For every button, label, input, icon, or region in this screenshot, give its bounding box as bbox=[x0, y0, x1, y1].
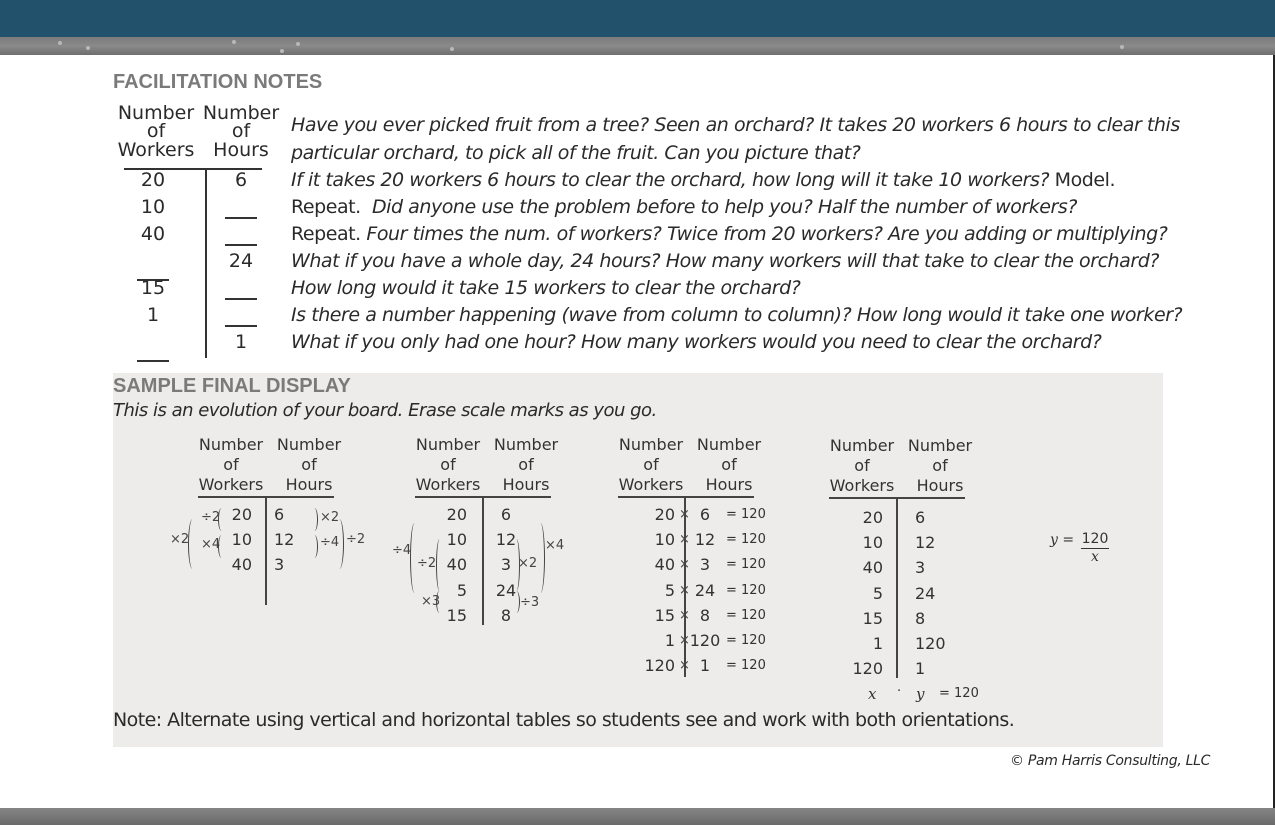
header-word: Number bbox=[198, 435, 264, 454]
product-result: = 120 bbox=[726, 633, 766, 648]
scale-annotation: ×4 bbox=[545, 538, 565, 553]
header-word: Workers bbox=[618, 475, 684, 494]
hours-cell: 6 bbox=[234, 169, 248, 191]
scale-annotation: ÷2 bbox=[346, 532, 366, 547]
hours-cell: 24 bbox=[694, 581, 716, 600]
workers-cell: 1 bbox=[146, 304, 160, 326]
hours-cell: 8 bbox=[699, 606, 711, 625]
workers-cell: 20 bbox=[862, 508, 883, 527]
header-word: of bbox=[223, 455, 239, 474]
footer-dot: · bbox=[897, 684, 902, 699]
hours-column-header bbox=[196, 102, 286, 162]
answer-blank bbox=[225, 325, 257, 327]
workers-cell: 5 bbox=[456, 581, 467, 600]
multiply-sign: × bbox=[679, 583, 690, 598]
header-word: of bbox=[643, 455, 659, 474]
hours-cell: 6 bbox=[274, 505, 285, 524]
header-word: Hours bbox=[705, 475, 753, 494]
workers-cell: 20 bbox=[446, 505, 467, 524]
formula-denominator: x bbox=[1091, 549, 1099, 565]
hours-column-header bbox=[491, 435, 561, 495]
script-line bbox=[291, 196, 1077, 218]
workers-cell: 15 bbox=[140, 277, 166, 299]
header-word: Number bbox=[202, 102, 280, 124]
script-line bbox=[291, 169, 1115, 191]
facilitation-heading: FACILITATION NOTES bbox=[113, 71, 323, 93]
hours-cell: 3 bbox=[500, 555, 512, 574]
footer-result: = 120 bbox=[939, 686, 979, 701]
answer-blank bbox=[137, 360, 169, 362]
header-network-strip bbox=[0, 37, 1275, 55]
workers-cell: 15 bbox=[862, 609, 883, 628]
scale-annotation: ×2 bbox=[170, 532, 190, 547]
header-word: Number bbox=[696, 435, 762, 454]
scale-annotation: ×4 bbox=[201, 537, 221, 552]
answer-blank bbox=[225, 217, 257, 219]
product-result: = 120 bbox=[726, 608, 766, 623]
footer-x: x bbox=[868, 685, 877, 703]
scale-annotation: ÷3 bbox=[520, 595, 540, 610]
script-question: What if you have a whole day, 24 hours? How many workers will that take to clear the orchard? bbox=[291, 250, 1159, 272]
header-word: Number bbox=[618, 435, 684, 454]
formula-lhs: y = bbox=[1050, 532, 1075, 548]
header-word: Number bbox=[907, 436, 973, 455]
table-header-rule bbox=[618, 496, 754, 498]
header-word: of bbox=[231, 120, 251, 142]
workers-cell: 10 bbox=[231, 530, 252, 549]
multiply-sign: × bbox=[679, 507, 690, 522]
header-word: of bbox=[518, 455, 534, 474]
bracket bbox=[513, 591, 520, 613]
script-question: Did anyone use the problem before to help you? Half the number of workers? bbox=[371, 196, 1077, 218]
header-band bbox=[0, 0, 1275, 37]
table-column-divider bbox=[205, 168, 207, 358]
script-question: What if you only had one hour? How many workers would you need to clear the orchard? bbox=[291, 331, 1102, 353]
hours-cell: 120 bbox=[915, 634, 946, 653]
workers-cell: 1 bbox=[664, 631, 675, 650]
bracket bbox=[311, 535, 318, 558]
header-word: Hours bbox=[502, 475, 550, 494]
scale-annotation: ÷4 bbox=[392, 543, 412, 558]
hours-cell: 12 bbox=[915, 533, 936, 552]
multiply-sign: × bbox=[679, 633, 690, 648]
script-prefix: Repeat. bbox=[291, 196, 372, 218]
multiply-sign: × bbox=[679, 532, 690, 547]
script-line bbox=[291, 277, 800, 299]
workers-cell: 10 bbox=[446, 530, 467, 549]
workers-column-header bbox=[827, 436, 897, 496]
script-line bbox=[291, 114, 1180, 136]
answer-blank bbox=[225, 244, 257, 246]
header-word: of bbox=[721, 455, 737, 474]
script-suffix: Model. bbox=[1049, 169, 1116, 191]
workers-cell: 20 bbox=[654, 505, 675, 524]
bracket bbox=[536, 523, 545, 593]
scale-annotation: ×2 bbox=[320, 510, 340, 525]
workers-cell: 10 bbox=[140, 196, 166, 218]
bracket bbox=[436, 539, 443, 591]
hours-cell: 1 bbox=[915, 659, 926, 678]
script-prefix: Repeat. bbox=[291, 223, 367, 245]
script-line bbox=[291, 223, 1167, 245]
workers-cell: 10 bbox=[862, 533, 883, 552]
workers-cell: 1 bbox=[872, 634, 883, 653]
multiply-sign: × bbox=[679, 608, 690, 623]
hours-cell: 24 bbox=[495, 581, 517, 600]
hours-cell: 6 bbox=[500, 505, 512, 524]
header-word: Number bbox=[415, 435, 481, 454]
script-question: Have you ever picked fruit from a tree? Seen an orchard? It takes 20 workers 6 hours to clear this bbox=[291, 114, 1180, 136]
script-question: Four times the num. of workers? Twice from 20 workers? Are you adding or multiplying? bbox=[366, 223, 1168, 245]
table-column-divider bbox=[896, 498, 898, 678]
copyright: © Pam Harris Consulting, LLC bbox=[1010, 753, 1211, 769]
script-question: How long would it take 15 workers to clear the orchard? bbox=[291, 277, 801, 299]
header-word: Hours bbox=[285, 475, 333, 494]
hours-cell: 12 bbox=[495, 530, 517, 549]
header-word: Workers bbox=[117, 139, 195, 161]
workers-cell: 10 bbox=[654, 530, 675, 549]
header-word: Workers bbox=[198, 475, 264, 494]
workers-column-header bbox=[413, 435, 483, 495]
header-word: of bbox=[440, 455, 456, 474]
workers-cell: 40 bbox=[140, 223, 166, 245]
workers-column-header bbox=[196, 435, 266, 495]
answer-blank bbox=[225, 298, 257, 300]
scale-annotation: ÷4 bbox=[320, 535, 340, 550]
workers-cell: 15 bbox=[654, 606, 675, 625]
header-word: Hours bbox=[916, 476, 964, 495]
header-word: Number bbox=[493, 435, 559, 454]
hours-column-header bbox=[905, 436, 975, 496]
hours-cell: 6 bbox=[699, 505, 711, 524]
header-word: Workers bbox=[829, 476, 895, 495]
sample-subtitle: This is an evolution of your board. Erase scale marks as you go. bbox=[113, 400, 657, 421]
script-line bbox=[291, 331, 1101, 353]
workers-cell: 20 bbox=[231, 505, 252, 524]
workers-cell: 5 bbox=[664, 581, 675, 600]
workers-cell: 40 bbox=[231, 555, 252, 574]
script-question: particular orchard, to pick all of the fruit. Can you picture that? bbox=[291, 142, 861, 164]
formula-fraction bbox=[1081, 531, 1109, 566]
script-line bbox=[291, 142, 860, 164]
workers-cell: 120 bbox=[852, 659, 883, 678]
header-word: Hours bbox=[213, 139, 269, 161]
hours-cell: 24 bbox=[228, 250, 254, 272]
script-line bbox=[291, 250, 1159, 272]
hours-cell: 12 bbox=[694, 530, 716, 549]
hours-column-header bbox=[694, 435, 764, 495]
hours-column-header bbox=[274, 435, 344, 495]
scale-annotation: ×3 bbox=[421, 594, 441, 609]
sample-display-panel bbox=[113, 373, 1163, 747]
hours-cell: 1 bbox=[234, 331, 248, 353]
bracket bbox=[188, 519, 197, 569]
hours-cell: 120 bbox=[689, 631, 721, 650]
formula-numerator: 120 bbox=[1081, 531, 1109, 547]
product-result: = 120 bbox=[726, 583, 766, 598]
workers-cell: 40 bbox=[862, 558, 883, 577]
workers-column-header bbox=[616, 435, 686, 495]
script-question: Is there a number happening (wave from column to column)? How long would it take one worker? bbox=[291, 304, 1183, 326]
header-word: of bbox=[301, 455, 317, 474]
product-result: = 120 bbox=[726, 557, 766, 572]
workers-column-header bbox=[110, 102, 202, 162]
scale-annotation: ÷2 bbox=[417, 556, 437, 571]
header-word: of bbox=[854, 456, 870, 475]
hours-cell: 8 bbox=[500, 606, 512, 625]
script-question: If it takes 20 workers 6 hours to clear the orchard, how long will it take 10 workers? bbox=[291, 169, 1050, 191]
workers-cell: 40 bbox=[654, 555, 675, 574]
hours-cell: 6 bbox=[915, 508, 926, 527]
hours-cell: 1 bbox=[699, 656, 711, 675]
header-word: of bbox=[146, 120, 166, 142]
header-word: Number bbox=[117, 102, 195, 124]
workers-cell: 20 bbox=[140, 169, 166, 191]
header-word: Workers bbox=[415, 475, 481, 494]
hours-cell: 3 bbox=[274, 555, 285, 574]
workers-cell: 120 bbox=[644, 656, 675, 675]
multiply-sign: × bbox=[679, 658, 690, 673]
table-column-divider bbox=[265, 497, 267, 605]
footer-network-strip bbox=[0, 808, 1275, 825]
bracket bbox=[311, 508, 318, 531]
product-result: = 120 bbox=[726, 532, 766, 547]
sample-heading: SAMPLE FINAL DISPLAY bbox=[113, 375, 351, 397]
hours-cell: 8 bbox=[915, 609, 926, 628]
bracket bbox=[335, 519, 344, 569]
header-word: Number bbox=[276, 435, 342, 454]
scale-annotation: ÷2 bbox=[201, 510, 221, 525]
hours-cell: 12 bbox=[274, 530, 295, 549]
hours-cell: 3 bbox=[699, 555, 711, 574]
hours-cell: 3 bbox=[915, 558, 926, 577]
workers-cell: 40 bbox=[446, 555, 467, 574]
header-word: Number bbox=[829, 436, 895, 455]
footer-y: y bbox=[916, 685, 925, 703]
orientation-note: Note: Alternate using vertical and horizontal tables so students see and work with both orientations. bbox=[113, 709, 1015, 731]
header-word: of bbox=[932, 456, 948, 475]
workers-cell: 15 bbox=[446, 606, 467, 625]
product-result: = 120 bbox=[726, 658, 766, 673]
scale-annotation: ×2 bbox=[518, 556, 538, 571]
workers-cell: 5 bbox=[872, 584, 883, 603]
table-column-divider bbox=[482, 497, 484, 625]
hours-cell: 24 bbox=[915, 584, 936, 603]
multiply-sign: × bbox=[679, 557, 690, 572]
script-line bbox=[291, 304, 1182, 326]
product-result: = 120 bbox=[726, 507, 766, 522]
